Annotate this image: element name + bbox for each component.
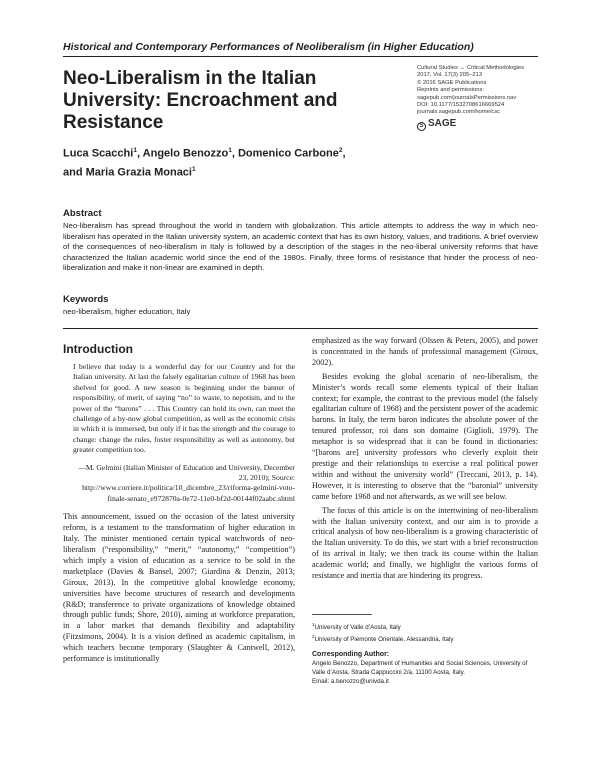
header-rule (63, 56, 538, 57)
journal-home-link[interactable]: journals.sagepub.com/home/csc (417, 109, 501, 116)
keywords-text: neo-liberalism, higher education, Italy (63, 307, 191, 316)
journal-volume: 2017, Vol. 17(3) 205–213 (417, 72, 483, 79)
section-rule (63, 328, 538, 329)
publisher-name: SAGE (428, 117, 457, 129)
footnote-rule (312, 614, 372, 615)
author-4-affil: 1 (191, 165, 196, 173)
author-4: and Maria Grazia Monaci (63, 166, 192, 179)
intro-paragraph-3: The focus of this article is on the intertwining of neo-liberalism with the Italian university context, and our aim is to provide a critical analysis of how neo-liberalism is a growing characteristic of the Italian university. To do this, we start with a brief reconstruction of its arrival in Italy; we then track its course within the Italian academic world; and finally, we highlight the various forms of resistance and inertia that are hindering its progress. (312, 505, 538, 581)
footnotes (312, 620, 542, 686)
author-3-affil: 2 (338, 147, 343, 154)
abstract-text: Neo-liberalism has spread throughout the world in tandem with globalization. This article attempts to address the way in which neo-liberalism has operated in the Italian university system, an academic context that has its own history, values, and traditions. A brief overview of the consequences of neo-liberalism in Italy is followed by a description of the stages in the neo-liberal university reforms that have characterized the Italian academic world since the end of the 1980s. Finally, three forms of resistance that hinder the process of neo-liberalization and make it non-linear are examined in depth. (63, 221, 538, 273)
corresponding-author-address: Angelo Benozzo, Department of Humanities and Social Sciences, University of Valle d’Aosta, Strada Cappuccini 2/a, 11100 Aosta, Italy. (312, 660, 528, 677)
author-2: Angelo Benozzo (142, 147, 229, 160)
copyright: © 2016 SAGE Publications (417, 79, 487, 86)
epigraph-quote: I believe that today is a wonderful day for our Country and for the Italian university. At last the falsely egalitarian culture of 1968 has been shelved for good. A new season is beginning under the banner of responsibility, of merit, of saying “no” to waste, to nepotism, and to the power of the “barons” . . . This Country can hold its own, can meet the challenge of a by-now global competition, as well as the economic crisis in which it is immersed, but only if it has the strength and the courage to change: change the rules, foster responsibility as well as autonomy, but greater competition too. (73, 362, 295, 455)
author-3: Domenico Carbone (237, 147, 339, 160)
permissions-link[interactable]: sagepub.com/journalsPermissions.nav (417, 94, 517, 101)
running-head: Historical and Contemporary Performances of Neoliberalism (in Higher Education) (63, 41, 474, 53)
affiliation-2 (312, 632, 542, 644)
author-list: Luca Scacchi$^1$, Angelo Benozzo$^1$, Domenico Carbone$^2$, and Maria Grazia Monaci$^1$ (63, 147, 346, 179)
epigraph-citation: —M. Gelmini (Italian Minister of Education and University, December 23, 2010); Source: http://www.corriere.it/politica/10_dicembre_23/riforma-gelmini-voto-finale-senato_e972870a-0e72-11e0-bf2d-00144f02aabc.shtml (78, 462, 295, 503)
introduction-heading: Introduction (63, 342, 133, 356)
article-title: Neo-Liberalism in the Italian University: Encroachment and Resistance (63, 68, 338, 133)
corresponding-author-email[interactable]: Email: a.benozzo@univda.it (312, 678, 389, 686)
corresponding-author-heading: Corresponding Author: (312, 651, 390, 659)
keywords-heading: Keywords (63, 294, 109, 305)
author-1: Luca Scacchi (63, 147, 134, 160)
doi[interactable]: DOI: 10.1177/1532708616669524 (417, 102, 505, 109)
affiliation-1-text: University of Valle d’Aosta, Italy (314, 624, 401, 632)
journal-meta (417, 65, 542, 131)
author-2-affil: 1 (228, 147, 232, 154)
sage-icon: S (417, 122, 426, 131)
intro-paragraph-1-continued: emphasized as the way forward (Olssen & Peters, 2005), and power is concentrated in the hands of professional management (Giroux, 2002). (312, 336, 538, 367)
affiliation-1-num: 1 (312, 622, 315, 627)
publisher-logo (417, 118, 542, 131)
journal-name: Cultural Studies ↔ Critical Methodologies (417, 65, 524, 71)
affiliation-2-num: 2 (312, 634, 315, 640)
affiliation-1 (312, 620, 542, 632)
author-1-affil: 1 (133, 147, 137, 154)
intro-paragraph-1: This announcement, issued on the occasion of the latest university reform, is a testament to the transformation of higher education in Italy. The minister mentioned certain typical watchwords of neo-liberalism (“responsibility,” “merit,” “autonomy,” “competition”) which imply a vision of education as a service to be sold in the marketplace (Davies & Bansel, 2007; Giardina & Denzin, 2013; Giroux, 2013). In the competitive global knowledge economy, universities have become structures of research and developments (R&D; transference to private organizations of knowledge obtained through public funds; Shore, 2010), aiming at workforce preparation, in a labor market that demands flexibility and adaptability (Fitzsimons, 2004). It is a vision defined as academic capitalism, in which teachers become temporary (Slaughter & Cantwell, 2012), performance is institutionally (63, 512, 295, 664)
right-column (312, 336, 538, 582)
abstract-heading: Abstract (63, 208, 102, 219)
reprints: Reprints and permissions: (417, 87, 485, 94)
intro-paragraph-2: Besides evoking the global scenario of neo-liberalism, the Minister’s words recall some elements typical of their Italian context; for example, the contrast to the previous model (the falsely egalitarian culture of 1968) and the persistent power of the academic barons. In Italy, the term baron indicates the absolute power of the tenured professor, roi dans son domaine (Giglioli, 1979). The metaphor is so widespread that it can be found in dictionaries: “[barons are] university professors who cleverly exploit their prestige and their relationships to exercise a real political power within and without the university world” (Treccani, 2013, p. 14). However, it is interesting to observe that the “baronial” university came before 1968 and not afterwards, as we will see below. (312, 371, 538, 501)
affiliation-2-text: University of Piemonte Orientale, Alessandria, Italy (314, 636, 454, 644)
left-column (63, 342, 295, 665)
